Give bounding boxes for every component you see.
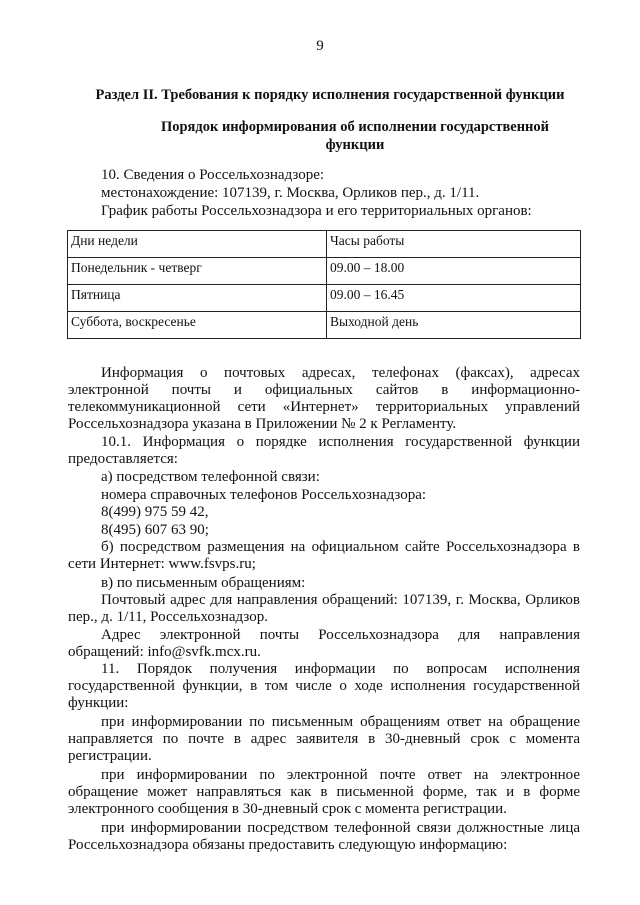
item10-line1: 10. Сведения о Россельхознадзоре: bbox=[101, 167, 325, 183]
item-a: а) посредством телефонной связи: bbox=[101, 469, 320, 485]
schedule-table bbox=[67, 230, 581, 339]
phones-title: номера справочных телефонов Россельхознадзора: bbox=[101, 487, 427, 503]
paragraph-written: при информировании по письменным обращениям ответ на обращение направляется по почте в адрес заявителя в 30-дневный срок с момента регистрации. bbox=[68, 714, 580, 764]
page-number: 9 bbox=[316, 38, 324, 54]
item10-line3: График работы Россельхознадзора и его территориальных органов: bbox=[101, 203, 532, 219]
table-cell: Выходной день bbox=[327, 312, 581, 339]
table-header-row bbox=[68, 231, 581, 258]
paragraph-phone-info: при информировании посредством телефонной связи должностные лица Россельхознадзора обязаны предоставить следующую информацию: bbox=[68, 820, 580, 853]
paragraph-10-1: 10.1. Информация о порядке исполнения государственной функции предоставляется: bbox=[68, 434, 580, 467]
table-header-cell: Часы работы bbox=[327, 231, 581, 258]
paragraph-11: 11. Порядок получения информации по вопросам исполнения государственной функции, в том числе о ходе исполнения государственной функции: bbox=[68, 661, 580, 711]
paragraph-electronic: при информировании по электронной почте ответ на электронное обращение может направляться как в письменной форме, так и в форме электронного сообщения в 30-дневный срок с момента регистрации. bbox=[68, 767, 580, 817]
phone-2: 8(495) 607 63 90; bbox=[101, 522, 209, 538]
phone-1: 8(499) 975 59 42, bbox=[101, 504, 209, 520]
paragraph-info-addresses: Информация о почтовых адресах, телефонах (факсах), адресах электронной почты и официальных сайтов в информационно-телекоммуникационной сети «Интернет» территориальных управлений Россельхознадзора указана в Приложении № 2 к Регламенту. bbox=[68, 365, 580, 432]
postal-address: Почтовый адрес для направления обращений: 107139, г. Москва, Орликов пер., д. 1/11, Россельхознадзор. bbox=[68, 592, 580, 625]
table-cell: 09.00 – 16.45 bbox=[327, 285, 581, 312]
item10-line2: местонахождение: 107139, г. Москва, Орликов пер., д. 1/11. bbox=[101, 185, 480, 201]
table-row bbox=[68, 258, 581, 285]
email-address: Адрес электронной почты Россельхознадзора для направления обращений: info@svfk.mcx.ru. bbox=[68, 627, 580, 660]
table-cell: Пятница bbox=[68, 285, 327, 312]
table-header-cell: Дни недели bbox=[68, 231, 327, 258]
item-b: б) посредством размещения на официальном сайте Россельхознадзора в сети Интернет: www.fsvps.ru; bbox=[68, 539, 580, 572]
table-cell: Суббота, воскресенье bbox=[68, 312, 327, 339]
section-title: Раздел II. Требования к порядку исполнения государственной функции bbox=[95, 87, 565, 103]
table-cell: Понедельник - четверг bbox=[68, 258, 327, 285]
table-row bbox=[68, 312, 581, 339]
table-cell: 09.00 – 18.00 bbox=[327, 258, 581, 285]
table-row bbox=[68, 285, 581, 312]
item-v: в) по письменным обращениям: bbox=[101, 575, 306, 591]
subsection-title: Порядок информирования об исполнении государственной функции bbox=[160, 119, 550, 153]
